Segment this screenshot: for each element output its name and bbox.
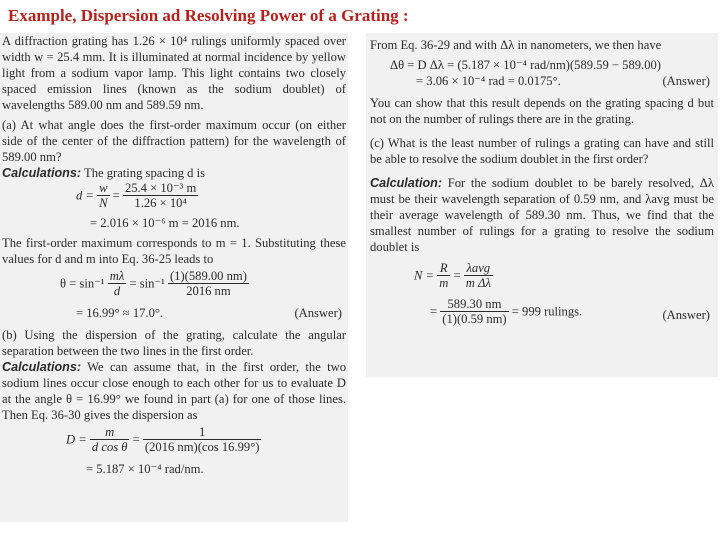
eq-N-result: = 999 rulings. xyxy=(511,304,583,319)
answer-label-c: (Answer) xyxy=(662,308,710,322)
eq-dtheta-line2-row xyxy=(370,73,714,89)
calculations-a xyxy=(2,165,346,181)
eq-d-frac-w-over-n: $\frac{w}{N}$ xyxy=(99,181,108,210)
eq-D-frac-symbolic: $\frac{m}{\text{d cos θ}}$ xyxy=(91,425,128,454)
answer-label-b: (Answer) xyxy=(662,74,710,88)
eq-theta-result: = 16.99° ≈ 17.0°. xyxy=(76,306,164,320)
depends-text: You can show that this result depends on the grating spacing d but not on the number of rulings there are in the grating. xyxy=(370,96,714,126)
calculations-text-a: The grating spacing d is xyxy=(84,166,206,180)
first-order-text: The first-order maximum corresponds to m = 1. Substituting these values for d and m into Eq. 36-25 leads to xyxy=(2,236,346,266)
slide-title: Example, Dispersion ad Resolving Power of a Grating : xyxy=(8,6,409,25)
eq-N-frac-r-over-m: $\frac{R}{m}$ xyxy=(439,261,449,290)
eq-dtheta-line2: = 3.06 × 10⁻⁴ rad = 0.0175°. xyxy=(416,74,561,88)
left-example-panel xyxy=(0,33,348,522)
calculation-label-c: Calculation: xyxy=(370,176,443,190)
right-example-panel xyxy=(366,33,718,377)
eq-theta-lhs: θ = sin⁻¹ xyxy=(60,276,105,291)
calculations-label-b: Calculations: xyxy=(2,360,82,374)
eq-theta-mid: = sin⁻¹ xyxy=(129,276,165,291)
calculation-text-c: For the sodium doublet to be barely resolved, Δλ must be their wavelength separation of 0.59 nm, and λavg must be their average wavelength of 589.30 nm. Thus, we find that the smallest number of rulings for a grating to resolve the sodium doublet is xyxy=(370,176,714,254)
equation-grating-spacing: d = $\frac{w}{N}$ = $\frac{\text{25.4 × 10⁻³ m}}{\text{1.26 × 10⁴}}$ xyxy=(76,181,197,210)
question-b: (b) Using the dispersion of the grating, calculate the angular separation between the two lines in the first order. xyxy=(2,328,346,358)
eq-theta-result-row xyxy=(2,305,346,321)
eq-dtheta-line1: Δθ = D Δλ = (5.187 × 10⁻⁴ rad/nm)(589.59 − 589.00) xyxy=(390,58,662,72)
calculations-b xyxy=(2,359,346,423)
answer-label-a: (Answer) xyxy=(294,306,342,320)
from-eq-text: From Eq. 36-29 and with Δλ in nanometers, we then have xyxy=(370,38,662,52)
eq-d-lhs: d = xyxy=(76,188,94,203)
eq-d-result: = 2.016 × 10⁻⁶ m = 2016 nm. xyxy=(90,216,240,230)
question-a: (a) At what angle does the first-order maximum occur (on either side of the center of the diffraction pattern) for the wavelength of 589.00 nm? xyxy=(2,118,346,164)
eq-theta-frac-ml-over-d: $\frac{m\lambda}{d}$ xyxy=(109,269,125,298)
eq-D-result: = 5.187 × 10⁻⁴ rad/nm. xyxy=(86,462,204,476)
calculation-c xyxy=(370,175,714,255)
equation-rulings-values: = $\frac{589.30 nm}{(1)(0.59 nm)}$ = 999 rulings. (Answer) xyxy=(430,297,710,326)
question-c: (c) What is the least number of rulings a grating can have and still be able to resolve the sodium doublet in the first order? xyxy=(370,136,714,166)
eq-N-frac-values: $\frac{589.30 nm}{(1)(0.59 nm)}$ xyxy=(442,297,507,326)
problem-statement: A diffraction grating has 1.26 × 10⁴ rulings uniformly spaced over width w = 25.4 mm. It is illuminated at normal incidence by yellow light from a sodium vapor lamp. This light contains two closely spaced emission lines (known as the sodium doublet) of wavelengths 589.00 nm and 589.59 nm. xyxy=(2,34,346,112)
eq-N-frac-lambda: $\frac{\text{λavg}}{\text{m Δλ}}$ xyxy=(465,261,491,290)
eq-theta-frac-values: $\frac{(1)(589.00 nm)}{2016 nm}$ xyxy=(169,269,247,298)
eq-N-lhs: N = xyxy=(414,268,435,283)
equation-rulings: N = $\frac{R}{m}$ = $\frac{\text{λavg}}{\text{m Δλ}}$ xyxy=(414,261,491,290)
eq-D-frac-values: $\frac{1}{(2016 nm)(\cos 16.99^\circ)}$ xyxy=(144,425,260,454)
eq-d-frac-values: $\frac{\text{25.4 × 10⁻³ m}}{\text{1.26 × 10⁴}}$ xyxy=(124,181,197,210)
eq-D-lhs: D = xyxy=(66,432,87,447)
calculations-text-b: We can assume that, in the first order, the two sodium lines occur close enough to each other for us to evaluate D at the angle θ = 16.99° we found in part (a) for one of those lines. Then Eq. 36-30 gives the dispersion as xyxy=(2,360,346,422)
equation-dispersion: D = $\frac{m}{\text{d cos θ}}$ = $\frac{1}{(2016 nm)(\cos 16.99^\circ)}$ xyxy=(66,425,260,454)
calculations-label-a: Calculations: xyxy=(2,166,82,180)
equation-theta xyxy=(2,269,346,305)
